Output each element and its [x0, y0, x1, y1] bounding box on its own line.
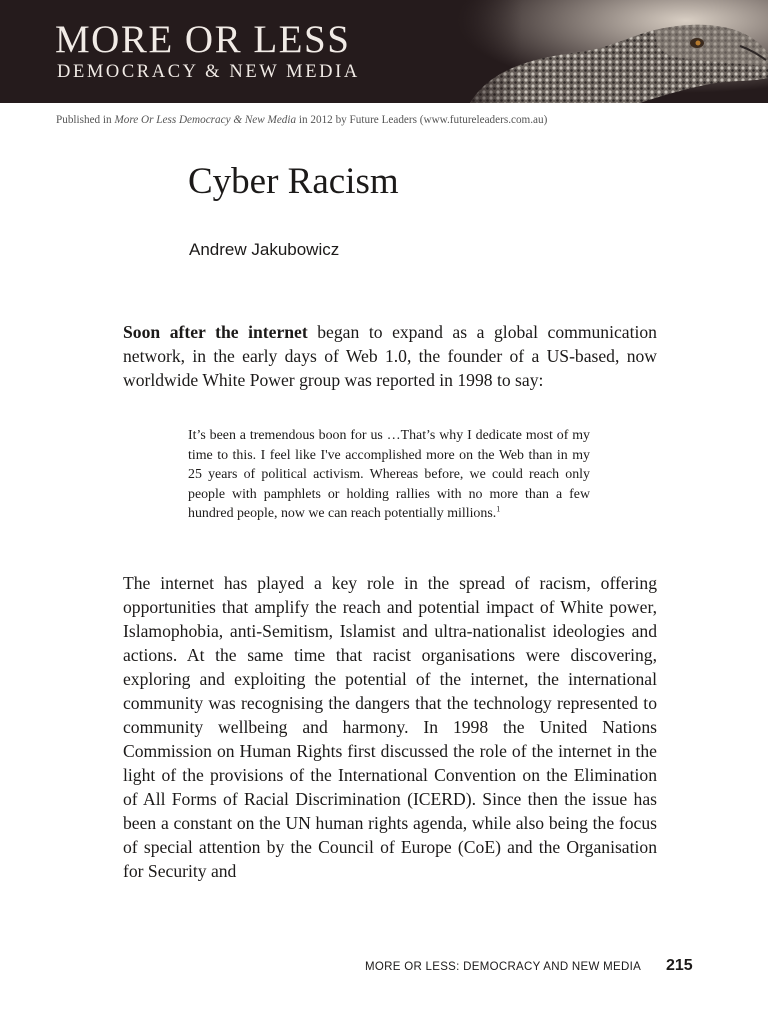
publication-note-suffix: in 2012 by Future Leaders (www.futureleaders.com.au)	[296, 114, 548, 126]
publication-note-prefix: Published in	[56, 114, 115, 126]
paragraph-intro-text: began to expand as a global communication network, in the early days of Web 1.0, the founder of a US-based, now worldwide White Power group was reported in 1998 to say:	[123, 322, 657, 390]
article-title: Cyber Racism	[188, 161, 399, 202]
header-banner	[0, 0, 768, 103]
article-author: Andrew Jakubowicz	[189, 240, 340, 259]
lizard-photo-icon	[440, 0, 768, 103]
running-footer-title: MORE OR LESS: DEMOCRACY AND NEW MEDIA	[365, 961, 642, 973]
paragraph-main: The internet has played a key role in the spread of racism, offering opportunities that amplify the reach and potential impact of White power, Islamophobia, anti-Semitism, Islamist and ultra-nationalist ideologies and actions. At the same time that racist organisations were discovering, exploring and exploiting the potential of the internet, the international community was recognising the dangers that the technology represented to community wellbeing and harmony. In 1998 the United Nations Commission on Human Rights first discussed the role of the internet in the light of the provisions of the International Convention on the Elimination of All Forms of Racial Discrimination (ICERD). Since then the issue has been a constant on the UN human rights agenda, while also being the focus of special attention by the Council of Europe (CoE) and the Organisation for Security and	[123, 573, 657, 881]
block-quote-text: It’s been a tremendous boon for us …That’s why I dedicate most of my time to this. I feel like I've accomplished more on the Web than in my 25 years of political activism. Whereas before, we could reach only people with pamphlets or holding rallies with no more than a few hundred people, now we can reach potentially millions.	[188, 428, 590, 521]
page-number: 215	[666, 957, 693, 974]
block-quote	[188, 426, 590, 524]
footnote-marker[interactable]: 1	[496, 504, 501, 514]
publication-book-title: More Or Less Democracy & New Media	[114, 114, 297, 126]
banner-title: MORE OR LESS	[55, 18, 351, 61]
publication-note	[56, 114, 547, 126]
banner-subtitle: DEMOCRACY & NEW MEDIA	[57, 62, 360, 82]
paragraph-intro-lead: Soon after the internet	[123, 322, 308, 342]
paragraph-intro	[123, 320, 657, 392]
